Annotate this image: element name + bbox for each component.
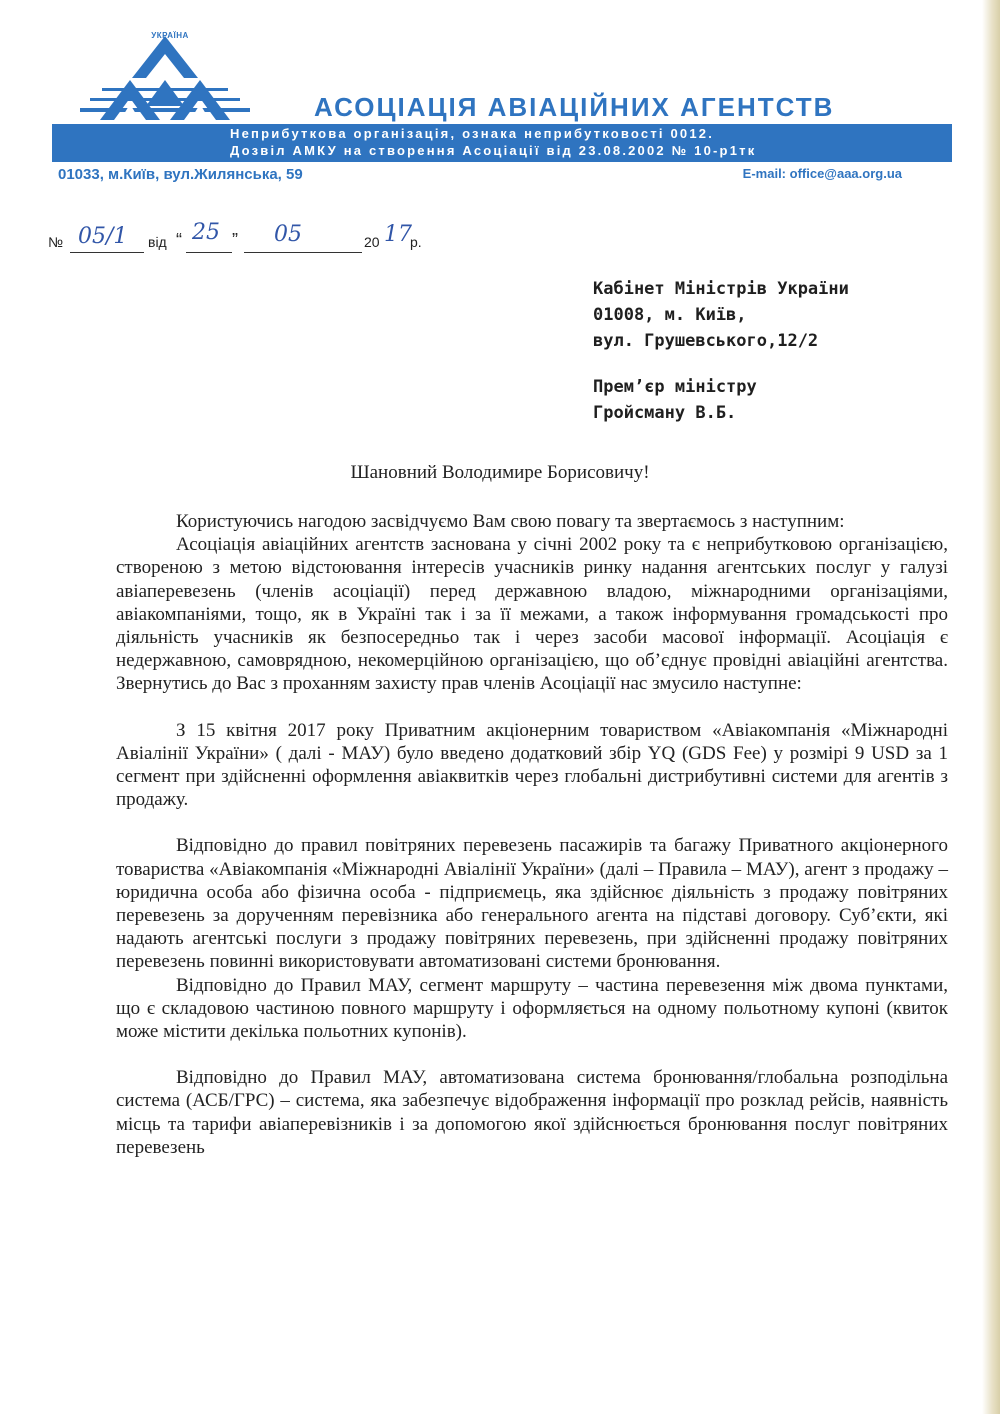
year-label: р. xyxy=(410,234,422,250)
paragraph-2: Асоціація авіаційних агентств заснована у січні 2002 року та є неприбутковою організацією, створеною з метою відстоювання інтересів учасників ринку надання агентських послуг у галузі авіаперевезень (членів асоціації) перед державною владою, міжнародними організаціями, авіакомпаніями, тощо, як в Україні так і за її межами, а також інформування громадськості про діяльність учасників як безпосередньо так і через засоби масової інформації. Асоціація є недержавною, самоврядною, некомерційною організацією, що об’єднує провідні авіаційні агентства. Звернутись до Вас з проханням захисту прав членів Асоціації нас змусило наступне: xyxy=(116,534,948,695)
paragraph-1: Користуючись нагодою засвідчуємо Вам свою повагу та звертаємось з наступним: xyxy=(176,511,845,532)
recipient-block xyxy=(593,276,953,426)
recipient-line-4: Прем’єр міністру xyxy=(593,377,757,397)
org-email: E-mail: office@aaa.org.ua xyxy=(742,166,902,181)
open-quote: “ xyxy=(176,230,182,250)
year-prefix: 20 xyxy=(364,234,380,250)
paragraph-5: Відповідно до Правил МАУ, сегмент маршруту – частина перевезення між двома пунктами, що є складовою частиною повного маршруту і оформляється на одному польотному купоні (квиток може містити декілька польотних купонів). xyxy=(116,974,948,1043)
band-line-permit: Дозвіл АМКУ на створення Асоціації від 23.08.2002 № 10-р1тк xyxy=(230,143,757,158)
association-logo-icon xyxy=(80,28,250,124)
close-quote: ” xyxy=(232,230,238,250)
registration-line xyxy=(48,220,468,256)
page-edge xyxy=(982,0,1000,1414)
recipient-line-3: вул. Грушевського,12/2 xyxy=(593,331,819,351)
salutation: Шановний Володимире Борисовичу! xyxy=(350,462,650,483)
registration-month: 05 xyxy=(274,222,302,247)
letter-body xyxy=(116,510,948,1159)
number-sign: № xyxy=(48,234,64,250)
recipient-line-1: Кабінет Міністрів України xyxy=(593,279,849,299)
day-underline xyxy=(186,252,232,253)
org-name: АСОЦІАЦІЯ АВІАЦІЙНИХ АГЕНТСТВ xyxy=(314,92,835,122)
logo-country-text: УКРАЇНА xyxy=(151,31,189,40)
registration-year: 17 xyxy=(384,222,412,247)
from-label: від xyxy=(148,234,167,250)
recipient-line-5: Гройсману В.Б. xyxy=(593,403,737,423)
number-underline xyxy=(70,252,144,253)
letterhead-band xyxy=(52,124,952,162)
paragraph-6: Відповідно до Правил МАУ, автоматизована система бронювання/глобальна розподільна система (АСБ/ГРС) – система, яка забезпечує відображення інформації про розклад рейсів, наявність місць та тарифи авіаперевізників і за допомогою якої здійснюється бронювання послуг повітряних перевезень xyxy=(116,1067,948,1158)
month-underline xyxy=(244,252,362,253)
registration-number: 05/1 xyxy=(78,224,128,249)
band-line-status: Неприбуткова організація, ознака неприбутковості 0012. xyxy=(230,126,715,141)
recipient-line-2: 01008, м. Київ, xyxy=(593,305,747,325)
paragraph-3: З 15 квітня 2017 року Приватним акціонерним товариством «Авіакомпанія «Міжнародні Авіалінії України» ( далі - МАУ) було введено додатковий збір YQ (GDS Fee) у розмірі 9 USD за 1 сегмент при здійсненні оформлення авіаквитків через глобальні дистрибутивні системи для агентів з продажу. xyxy=(116,719,948,811)
registration-day: 25 xyxy=(192,220,220,245)
paragraph-4: Відповідно до правил повітряних перевезень пасажирів та багажу Приватного акціонерного товариства «Авіакомпанія «Міжнародні Авіалінії України» (далі – Правила – МАУ), агент з продажу – юридична особа або фізична особа - підприємець, яка здійснює діяльність з продажу повітряних перевезень за дорученням перевізника або генерального агента на підставі договору. Суб’єкти, які надають агентські послуги з продажу повітряних перевезень, при здійсненні продажу повітряних перевезень повинні використовувати автоматизовані системи бронювання. xyxy=(116,835,948,973)
org-address: 01033, м.Київ, вул.Жилянська, 59 xyxy=(58,166,303,183)
